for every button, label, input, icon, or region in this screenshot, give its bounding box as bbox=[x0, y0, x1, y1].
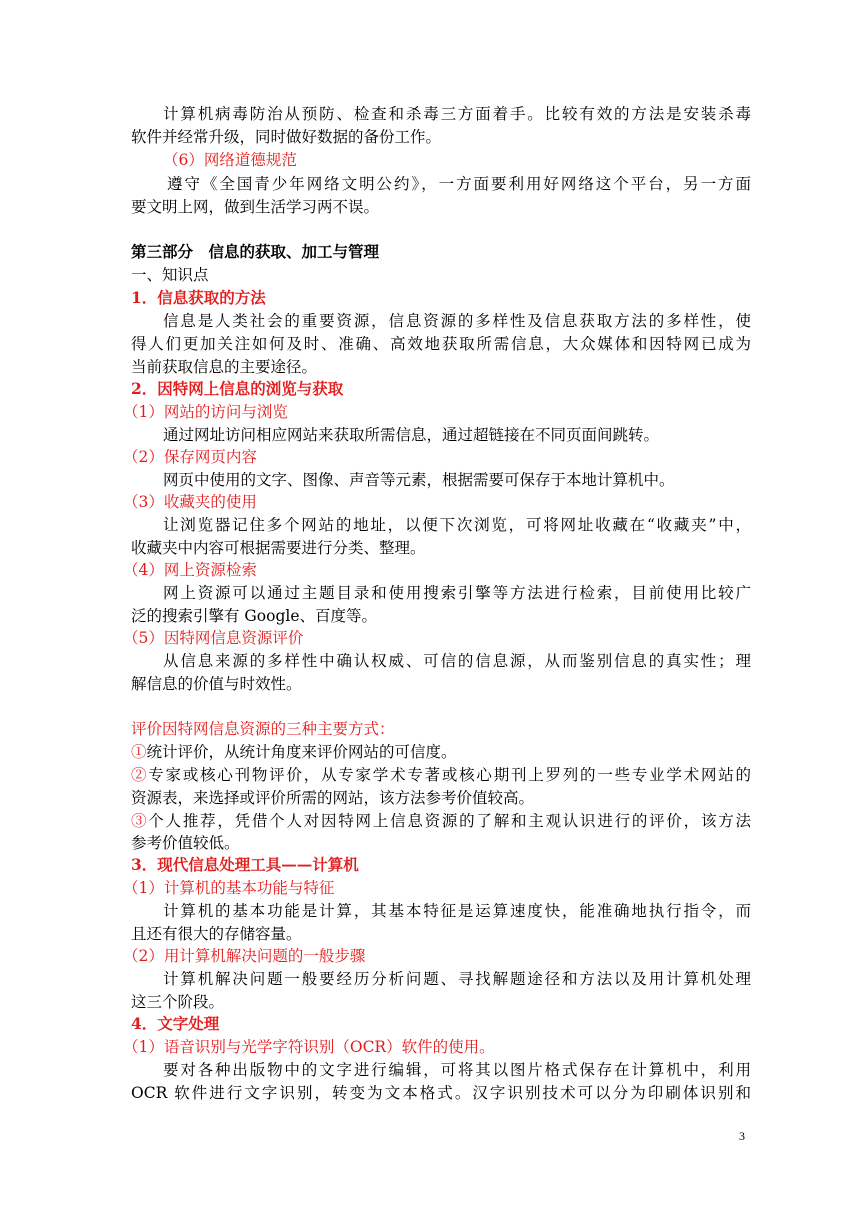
list-item-text: 个人推荐，凭借个人对因特网上信息资源的了解和主观认识进行的评价，该方法 bbox=[148, 812, 751, 830]
paragraph-line: 要对各种出版物中的文字进行编辑，可将其以图片格式保存在计算机中，利用 bbox=[163, 1061, 751, 1079]
paragraph-line: OCR 软件进行文字识别，转变为文本格式。汉字识别技术可以分为印刷体识别和 bbox=[131, 1084, 751, 1102]
subheading: （1）计算机的基本功能与特征 bbox=[123, 879, 335, 897]
subheading: （4）网上资源检索 bbox=[123, 561, 257, 579]
paragraph-line: 网上资源可以通过主题目录和使用搜索引擎等方法进行检索，目前使用比较广 bbox=[163, 584, 751, 602]
subheading: （2）保存网页内容 bbox=[123, 448, 257, 466]
paragraph-line: 泛的搜索引擎有 Google、百度等。 bbox=[131, 607, 378, 625]
part-title: 第三部分 信息的获取、加工与管理 bbox=[131, 242, 380, 261]
paragraph-line: 计算机病毒防治从预防、检查和杀毒三方面着手。比较有效的方法是安装杀毒 bbox=[163, 105, 751, 123]
paragraph-line: 要文明上网，做到生活学习两不误。 bbox=[131, 198, 380, 216]
page-number: 3 bbox=[739, 1129, 745, 1143]
paragraph-line: 网页中使用的文字、图像、声音等元素，根据需要可保存于本地计算机中。 bbox=[163, 471, 675, 489]
paragraph-line: 且还有很大的存储容量。 bbox=[131, 925, 302, 943]
paragraph-line: 计算机解决问题一般要经历分析问题、寻找解题途径和方法以及用计算机处理 bbox=[163, 970, 751, 988]
eval-heading: 评价因特网信息资源的三种主要方式： bbox=[131, 720, 395, 738]
heading-computer-tool: 3．现代信息处理工具——计算机 bbox=[131, 855, 359, 874]
paragraph-line: 通过网址访问相应网站来获取所需信息，通过超链接在不同页面间跳转。 bbox=[163, 426, 660, 444]
subheading: （3）收藏夹的使用 bbox=[123, 493, 257, 511]
subheading: （1）语音识别与光学字符识别（OCR）软件的使用。 bbox=[123, 1038, 495, 1056]
list-item-text: 专家或核心刊物评价，从专家学术专著或核心期刊上罗列的一些专业学术网站的 bbox=[148, 766, 751, 784]
heading-internet-browsing: 2．因特网上信息的浏览与获取 bbox=[131, 379, 344, 398]
paragraph-line: 遵守《全国青少年网络文明公约》，一方面要利用好网络这个平台，另一方面 bbox=[167, 175, 751, 193]
subheading-network-ethics: （6）网络道德规范 bbox=[163, 151, 297, 169]
circled-number: ② bbox=[131, 766, 149, 784]
heading-text-processing: 4．文字处理 bbox=[131, 1014, 220, 1033]
subheading: （2）用计算机解决问题的一般步骤 bbox=[123, 947, 366, 965]
paragraph-line: 当前获取信息的主要途径。 bbox=[131, 358, 318, 376]
subheading: （1）网站的访问与浏览 bbox=[123, 403, 288, 421]
paragraph-line: 解信息的价值与时效性。 bbox=[131, 675, 302, 693]
paragraph-line: 收藏夹中内容可根据需要进行分类、整理。 bbox=[131, 539, 426, 557]
paragraph-line: 参考价值较低。 bbox=[131, 834, 240, 852]
circled-number: ③ bbox=[131, 812, 149, 830]
paragraph-line: 软件并经常升级，同时做好数据的备份工作。 bbox=[131, 128, 442, 146]
section-heading: 一、知识点 bbox=[131, 266, 209, 284]
paragraph-line: 得人们更加关注如何及时、准确、高效地获取所需信息，大众媒体和因特网已成为 bbox=[131, 335, 751, 353]
list-item-text: 统计评价，从统计角度来评价网站的可信度。 bbox=[146, 743, 457, 761]
paragraph-line: 信息是人类社会的重要资源，信息资源的多样性及信息获取方法的多样性，使 bbox=[163, 312, 751, 330]
paragraph-line: 让浏览器记住多个网站的地址，以便下次浏览，可将网址收藏在“收藏夹”中， bbox=[163, 516, 751, 534]
list-item bbox=[131, 810, 751, 833]
list-item bbox=[131, 741, 751, 764]
paragraph-line: 资源表，来选择或评价所需的网站，该方法参考价值较高。 bbox=[131, 789, 535, 807]
heading-info-acquisition: 1．信息获取的方法 bbox=[131, 288, 266, 307]
paragraph-line: 从信息来源的多样性中确认权威、可信的信息源，从而鉴别信息的真实性；理 bbox=[163, 652, 751, 670]
list-item bbox=[131, 764, 751, 787]
subheading: （5）因特网信息资源评价 bbox=[123, 629, 304, 647]
paragraph-line: 计算机的基本功能是计算，其基本特征是运算速度快，能准确地执行指令，而 bbox=[163, 902, 751, 920]
paragraph-line: 这三个阶段。 bbox=[131, 993, 225, 1011]
circled-number: ① bbox=[131, 743, 147, 761]
